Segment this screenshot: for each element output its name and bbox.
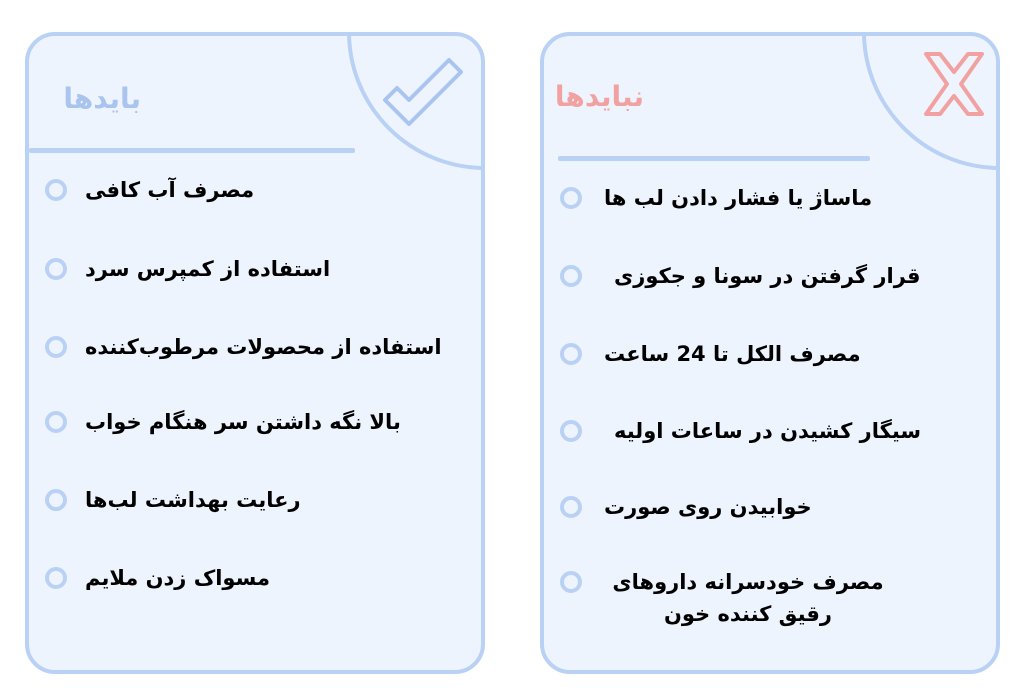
bullet-icon bbox=[45, 258, 67, 280]
bullet-icon bbox=[560, 496, 582, 518]
bullet-icon bbox=[45, 567, 67, 589]
list-item-text: سیگار کشیدن در ساعات اولیه bbox=[614, 419, 922, 443]
check-icon bbox=[345, 32, 485, 172]
bullet-icon bbox=[45, 489, 67, 511]
list-item-text: بالا نگه داشتن سر هنگام خواب bbox=[85, 410, 401, 434]
bullet-icon bbox=[45, 411, 67, 433]
donts-title: نبایدها bbox=[554, 80, 644, 113]
bullet-icon bbox=[560, 420, 582, 442]
bullet-icon bbox=[560, 571, 582, 593]
list-item-text: مسواک زدن ملایم bbox=[85, 566, 270, 590]
dos-title: بایدها bbox=[63, 82, 141, 115]
list-item-text: ماساژ یا فشار دادن لب ها bbox=[604, 186, 873, 210]
donts-card bbox=[540, 32, 1000, 674]
list-item-text: رعایت بهداشت لب‌ها bbox=[85, 488, 301, 512]
bullet-icon bbox=[560, 343, 582, 365]
list-item-text: استفاده از محصولات مرطوب‌کننده bbox=[85, 335, 442, 359]
cross-icon bbox=[860, 32, 1000, 172]
dos-card bbox=[25, 32, 485, 674]
list-item-text: مصرف الکل تا 24 ساعت bbox=[604, 342, 861, 366]
bullet-icon bbox=[45, 336, 67, 358]
list-item-text: خوابیدن روی صورت bbox=[604, 495, 812, 519]
list-item-text: مصرف خودسرانه داروهای رقیق کننده خون bbox=[612, 570, 884, 626]
dos-divider bbox=[29, 148, 355, 153]
list-item-text: قرار گرفتن در سونا و جکوزی bbox=[614, 264, 921, 288]
donts-divider bbox=[558, 156, 870, 161]
bullet-icon bbox=[45, 179, 67, 201]
list-item-text: استفاده از کمپرس سرد bbox=[85, 257, 331, 281]
bullet-icon bbox=[560, 187, 582, 209]
list-item-text: مصرف آب کافی bbox=[85, 178, 255, 202]
bullet-icon bbox=[560, 265, 582, 287]
